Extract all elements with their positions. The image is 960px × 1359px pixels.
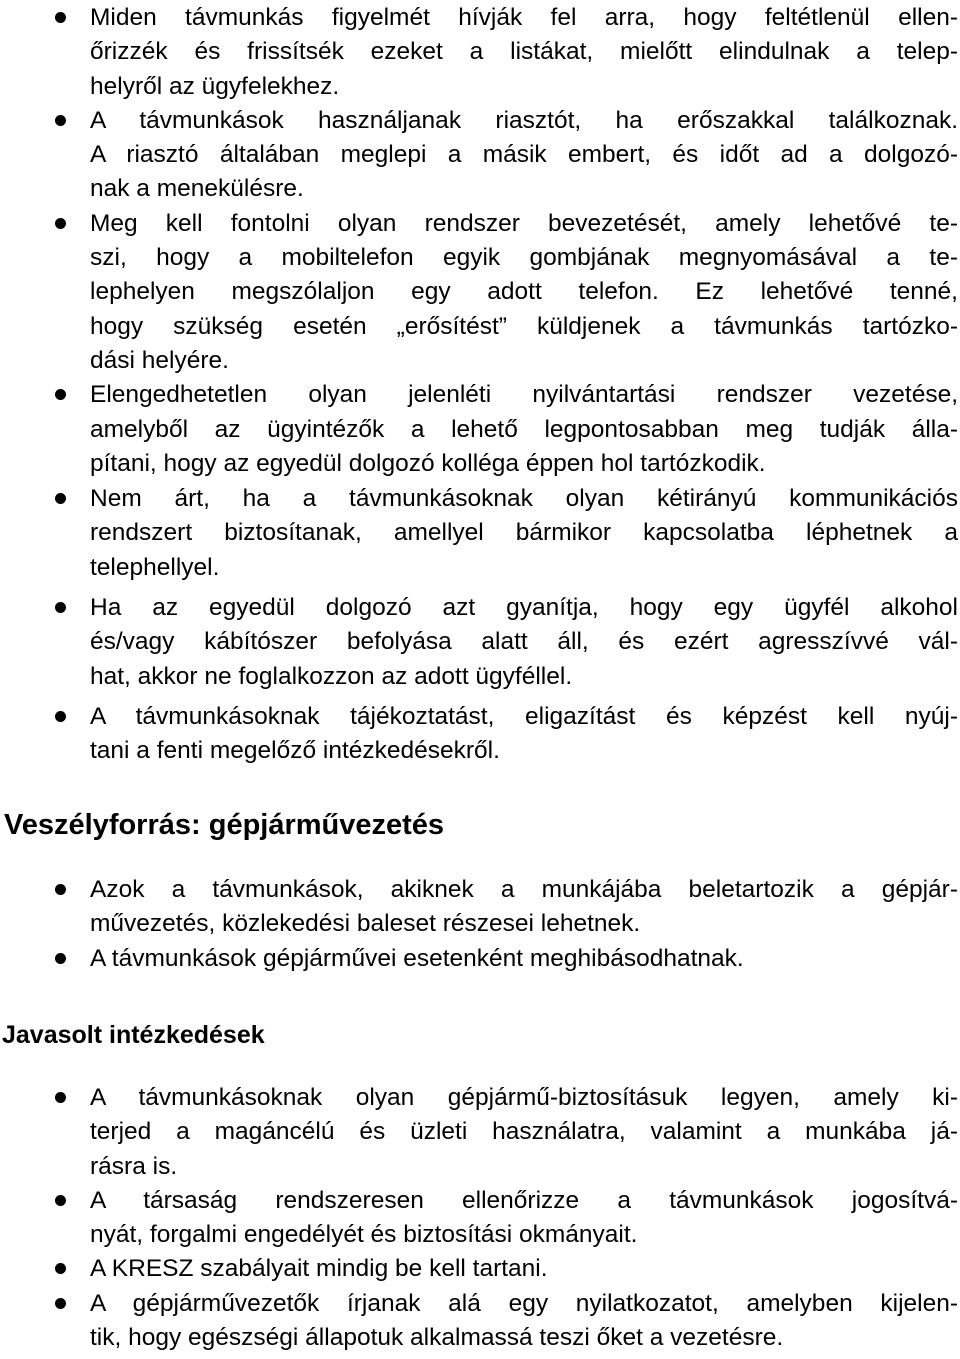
list-item <box>0 942 960 976</box>
list-item-line: pítani, hogy az egyedül dolgozó kolléga éppen hol tartózkodik. <box>90 449 766 477</box>
hazard-list <box>0 873 960 976</box>
list-item-line: Azok a távmunkások, akiknek a munkájába beletartozik a gépjár- <box>90 876 958 903</box>
list-item-line: rendszert biztosítanak, amellyel bármikor kapcsolatba léphetnek a <box>90 519 958 547</box>
list-item-line: szi, hogy a mobiltelefon egyik gombjának megnyomásával a te- <box>90 244 958 272</box>
list-item-line: hogy szükség esetén „erősítést” küldjenek a távmunkás tartózko- <box>90 312 958 340</box>
list-item-line: A távmunkások gépjárművei esetenként meghibásodhatnak. <box>90 944 744 972</box>
list-item-line: A gépjárművezetők írjanak alá egy nyilatkozatot, amelyben kijelen- <box>90 1289 958 1317</box>
list-item <box>0 873 960 942</box>
bullet-dot-icon <box>55 602 66 613</box>
list-item-line: nyát, forgalmi engedélyét és biztosítási okmányait. <box>90 1221 638 1249</box>
list-item-line: rásra is. <box>90 1152 178 1180</box>
list-item-line: A riasztó általában meglepi a másik embert, és időt ad a dolgozó- <box>90 141 958 169</box>
list-item-line: amelyből az ügyintézők a lehető legpontosabban meg tudják álla- <box>90 415 958 443</box>
list-item-line: A távmunkásoknak olyan gépjármű-biztosításuk legyen, amely ki- <box>90 1084 958 1111</box>
list-item-line: A KRESZ szabályait mindig be kell tartani. <box>90 1255 548 1283</box>
list-item-line: tani a fenti megelőző intézkedésekről. <box>90 737 500 765</box>
list-item <box>0 104 960 207</box>
bullet-dot-icon <box>55 1263 66 1274</box>
bullet-dot-icon <box>55 953 66 964</box>
list-item-line: A társaság rendszeresen ellenőrizze a távmunkások jogosítvá- <box>90 1186 958 1214</box>
list-item <box>0 591 960 694</box>
list-item-line: terjed a magáncélú és üzleti használatra, valamint a munkába já- <box>90 1118 958 1146</box>
bullet-dot-icon <box>55 1195 66 1206</box>
list-item-line: Meg kell fontolni olyan rendszer bevezetését, amely lehetővé te- <box>90 209 958 237</box>
list-item-line: A távmunkások használjanak riasztót, ha erőszakkal találkoznak. <box>90 106 958 134</box>
list-item-line: telephellyel. <box>90 553 220 581</box>
list-item-line: lephelyen megszólaljon egy adott telefon. Ez lehetővé tenné, <box>90 278 958 306</box>
list-item-line: helyről az ügyfelekhez. <box>90 72 340 100</box>
bullet-dot-icon <box>55 115 66 126</box>
list-item-line: és/vagy kábítószer befolyása alatt áll, és ezért agresszívvé vál- <box>90 628 958 656</box>
list-item <box>0 1287 960 1356</box>
list-item <box>0 378 960 481</box>
list-item-line: Miden távmunkás figyelmét hívják fel arra, hogy feltétlenül ellen- <box>90 4 958 31</box>
list-item-line: Nem árt, ha a távmunkásoknak olyan kétirányú kommunikációs <box>90 485 958 513</box>
bullet-dot-icon <box>55 218 66 229</box>
list-item-line: Elengedhetetlen olyan jelenléti nyilvántartási rendszer vezetése, <box>90 381 958 409</box>
list-item <box>0 1081 960 1184</box>
list-item <box>0 1184 960 1253</box>
bullet-dot-icon <box>55 1298 66 1309</box>
list-item <box>0 1 960 104</box>
bullet-dot-icon <box>55 711 66 722</box>
list-item-line: nak a menekülésre. <box>90 175 304 203</box>
bullet-dot-icon <box>55 389 66 400</box>
list-item <box>0 482 960 585</box>
list-item-line: hat, akkor ne foglalkozzon az adott ügyféllel. <box>90 662 573 690</box>
bullet-dot-icon <box>55 884 66 895</box>
list-item-line: Ha az egyedül dolgozó azt gyanítja, hogy egy ügyfél alkohol <box>90 594 958 622</box>
bullet-dot-icon <box>55 493 66 504</box>
list-item-line: tik, hogy egészségi állapotuk alkalmassá teszi őket a vezetésre. <box>90 1324 784 1352</box>
bullet-dot-icon <box>55 1092 66 1103</box>
section-heading-hazard: Veszélyforrás: gépjárművezetés <box>4 809 445 841</box>
bullet-dot-icon <box>55 12 66 23</box>
list-item <box>0 1252 960 1286</box>
list-item <box>0 700 960 769</box>
list-item-line: művezetés, közlekedési baleset részesei lehetnek. <box>90 910 641 938</box>
list-item-line: dási helyére. <box>90 346 229 374</box>
list-item-line: őrizzék és frissítsék ezeket a listákat, mielőtt elindulnak a telep- <box>90 38 958 66</box>
measures-list <box>0 1081 960 1355</box>
section-heading-measures: Javasolt intézkedések <box>2 1021 265 1049</box>
list-item-line: A távmunkásoknak tájékoztatást, eligazítást és képzést kell nyúj- <box>90 702 958 730</box>
list-item <box>0 207 960 378</box>
